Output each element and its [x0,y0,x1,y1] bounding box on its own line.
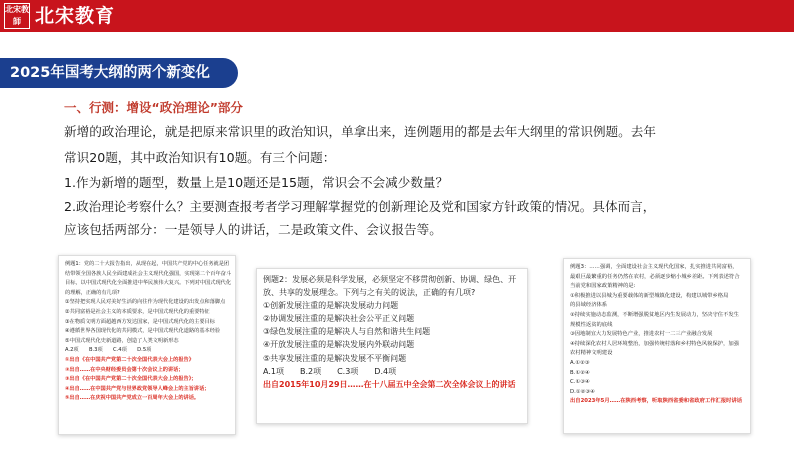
option-text: 的县域经济体系 [570,302,608,309]
body-line: 新增的政治理论，就是把原来常识里的政治知识，单拿出来，连例题用的都是去年大纲里的常识例题。去年 [64,124,656,139]
example-card-2 [256,268,528,424]
option-text: ②协调发展注重的是解决社会公平正义问题 [263,314,415,324]
body-line: 应该包括两部分：一是领导人的讲话，二是政策文件、会议报告等。 [64,222,442,237]
source-note: 出自2023年5月……在陕西考察，听取陕西省委和省政府工作汇报时讲话 [570,398,743,405]
header-bar [0,0,794,32]
body-line: 1.作为新增的题型，数量上是10题还是15题，常识会不会减少数量？ [64,175,449,190]
question-text: 结带领全国各族人民全面建成社会主义现代化强国，实现第二个百年奋斗 [65,270,232,277]
source-note: 出自2015年10月29日……在十八届五中全会第二次全体会议上的讲话 [263,379,516,389]
source-note: ①出自《在中国共产党第二十次全国代表大会上的报告》 [65,356,194,363]
question-text: 放、共享的发展理念。下列与之有关的说法，正确的有几项? [263,288,476,298]
option-text: ①积极推进以县城为重要载体的新型城镇化建设，构建以城带乡格局 [570,292,729,299]
answer-choice: B.①②④ [570,369,590,376]
answer-choice: D.①②③④ [570,388,595,395]
logo-seal-icon: 北 宋 教 師 [4,3,30,29]
option-text: ③绿色发展注重的是解决人与自然和谐共生问题 [263,327,431,337]
source-note: ③出自《在中国共产党第二十次全国代表大会上的报告》； [65,376,197,383]
option-text: ④持续深化农村人居环境整治，加强传统村落和乡村特色风貌保护，加强 [570,340,739,347]
example-card-1 [58,255,236,435]
body-line: 常识20题，其中政治知识有10题。有三个问题： [64,150,336,165]
question-text: 例题2：发展必须是科学发展，必须坚定不移贯彻创新、协调、绿色、开 [263,275,517,284]
option-text: ①坚持把实现人民对美好生活的向往作为现代化建设的出发点和落脚点 [65,299,226,306]
section-heading: 一、行测：增设“政治理论”部分 [64,100,243,115]
source-note: ④出自……在中国共产党与世界政党领导人峰会上的主旨讲话； [65,385,210,392]
option-text: ②持续实施动态监测，不断增强脱贫地区内生发展动力，坚决守住不发生 [570,311,739,318]
option-text: ③在物质文明方面超越西方发达国家，是中国式现代化的主要目标 [65,318,215,325]
brand-logo-text: 北宋教育 [35,5,116,27]
option-text: 农村精神文明建设 [570,350,613,357]
example-card-3 [563,258,751,434]
slide-title: 2025年国考大纲的两个新变化 [0,58,238,88]
option-text: ⑤中国式现代化史新道路，创造了人类文明新形态 [65,337,179,344]
question-text: 当前党和国家政策精神的是: [570,283,636,290]
question-text: 例题1：党的二十大报告指出，从现在起，中国共产党的中心任务就是团 [65,261,230,267]
answer-choice: C.①③④ [570,379,590,386]
source-note: ⑤出自……在庆祝中国共产党成立一百周年大会上的讲话。 [65,395,200,402]
answer-choice: A.①②③ [570,359,590,366]
source-note: ②出自……在中央财经委员会第十次会议上的讲话； [65,366,184,373]
option-text: ②共同富裕是社会主义的本质要求，是中国式现代化的重要特征 [65,308,210,315]
option-text: 规模性返贫的底线 [570,321,613,328]
option-text: ④开放发展注重的是解决发展内外联动问题 [263,340,415,350]
question-text: 例题3：……强调，全面建设社会主义现代化国家，扎实推进共同富裕， [570,264,738,270]
answer-choices: A.2项 B.3项 C.4项 D.5项 [65,347,152,354]
question-text: 目标，以中国式现代化全面推进中华民族伟大复兴。下列对中国式现代化 [65,280,232,287]
option-text: ④遵循世界各国现代化的共同模式，是中国式现代化道路的基本经验 [65,328,221,335]
option-text: ①创新发展注重的是解决发展动力问题 [263,301,399,311]
question-text: 的理解，正确的有几项? [65,289,120,296]
answer-choices: A.1项 B.2项 C.3项 D.4项 [263,366,397,376]
option-text: ③因地制宜大力发展特色产业，推进农村一二三产业融合发展 [570,331,713,338]
question-text: 最艰巨最繁重的任务仍然在农村，必须逐步缩小城乡差距。下列表述符合 [570,273,740,280]
option-text: ⑤共享发展注重的是解决发展不平衡问题 [263,353,407,363]
body-line: 2.政治理论考察什么？主要测查报考者学习理解掌握党的创新理论及党和国家方针政策的情况。具体而言， [64,199,656,214]
